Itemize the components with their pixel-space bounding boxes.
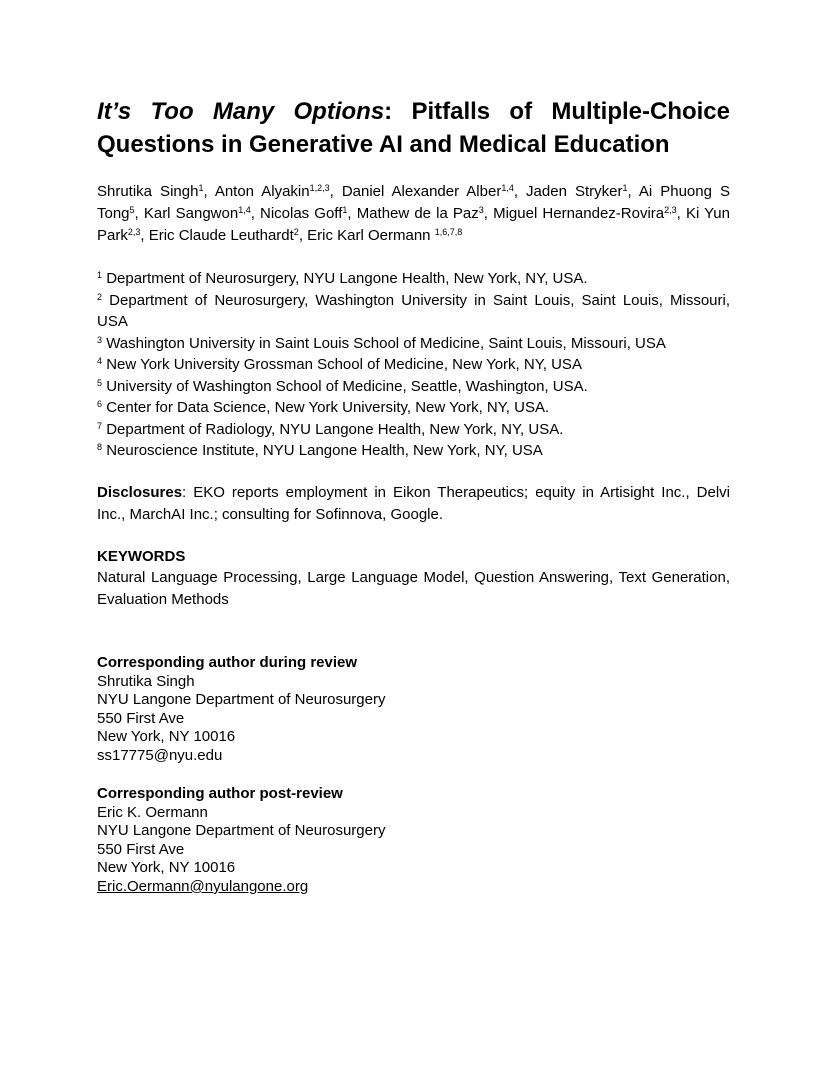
affiliation-list (97, 268, 730, 462)
disclosures-label: Disclosures (97, 484, 183, 501)
author-list: Shrutika Singh$^1$, Anton Alyakin$^{1,2,3}$, Daniel Alexander Alber$^{1,4}$, Jaden Stryker$^1$, Ai Phuong S Tong$^5$, Karl Sangwon$^{1,4}$, Nicolas Goff$^1$, Mathew de la Paz$^3$, Miguel Hernandez-Rovira$^{2,3}$, Ki Yun Park$^{2,3}$, Eric Claude Leuthardt$^2$, Eric Karl Oermann $^{1,6,7,8}$ (97, 183, 730, 244)
affiliation-text: Department of Neurosurgery, NYU Langone Health, New York, NY, USA. (106, 270, 588, 287)
author-affiliation-marker: 1,4 (238, 205, 251, 215)
paper-title (97, 95, 730, 161)
contact-city: New York, NY 10016 (97, 728, 236, 746)
author-affiliation-marker: 2,3 (127, 227, 141, 237)
disclosures-text: : EKO reports employment in Eikon Therapeutics; equity in Artisight Inc., Delvi Inc., MarchAI Inc.; consulting for Sofinnova, Google. (97, 484, 730, 523)
contact-heading: Corresponding author post-review (97, 785, 343, 802)
affiliation-item (97, 419, 730, 441)
affiliation-item (97, 397, 730, 419)
affiliation-number: 3 (97, 334, 103, 345)
author-affiliation-marker: 1,4 (501, 183, 514, 193)
author-affiliation-marker: 1 (198, 183, 204, 193)
affiliation-item (97, 333, 730, 355)
affiliation-number: 6 (97, 399, 103, 409)
affiliation-item (97, 268, 730, 290)
affiliation-number: 5 (97, 377, 103, 388)
affiliation-number: 1 (97, 270, 103, 280)
author-name: Shrutika Singh (97, 183, 199, 200)
author-name: Eric Claude Leuthardt (148, 227, 294, 244)
author-name: Mathew de la Paz (356, 205, 479, 222)
author-name: Ki Yun Park (97, 205, 730, 244)
affiliation-text: Neuroscience Institute, NYU Langone Health, New York, NY, USA (106, 442, 543, 459)
affiliation-item (97, 440, 730, 462)
disclosures (97, 482, 730, 525)
contact-street: 550 First Ave (97, 840, 185, 858)
affiliation-text: University of Washington School of Medicine, Seattle, Washington, USA. (106, 377, 588, 395)
corresponding-author-post-review (97, 785, 386, 897)
contact-department: NYU Langone Department of Neurosurgery (97, 691, 386, 709)
contact-email: ss17775@nyu.edu (97, 746, 223, 764)
corresponding-author-review (97, 654, 386, 766)
author-name: Daniel Alexander Alber (341, 183, 502, 200)
affiliation-number: 4 (97, 356, 103, 366)
author-name: Miguel Hernandez-Rovira (493, 205, 665, 222)
affiliation-item (97, 290, 730, 333)
contact-name: Eric K. Oermann (97, 803, 208, 821)
contact-department: NYU Langone Department of Neurosurgery (97, 822, 386, 840)
author-name: Nicolas Goff (260, 205, 343, 222)
author-affiliation-marker: 2,3 (664, 205, 677, 215)
contact-heading: Corresponding author during review (97, 654, 358, 671)
author-affiliation-marker: 5 (129, 205, 135, 215)
contact-name: Shrutika Singh (97, 672, 195, 690)
contact-city: New York, NY 10016 (97, 859, 236, 877)
affiliation-text: Washington University in Saint Louis School of Medicine, Saint Louis, Missouri, USA (106, 334, 666, 352)
contact-street: 550 First Ave (97, 709, 185, 727)
author-name: Karl Sangwon (143, 205, 239, 222)
author-affiliation-marker: 3 (478, 205, 484, 215)
author-affiliation-marker: 1,2,3 (309, 183, 330, 193)
affiliation-number: 8 (97, 442, 103, 452)
affiliation-text: New York University Grossman School of Medicine, New York, NY, USA (106, 356, 582, 373)
author-name: Anton Alyakin (214, 183, 310, 200)
author-name: Jaden Stryker (526, 183, 623, 200)
contact-email-link[interactable]: Eric.Oermann@nyulangone.org (97, 877, 309, 895)
author-name: Ai Phuong S Tong (97, 183, 730, 222)
affiliation-text: Department of Neurosurgery, Washington University in Saint Louis, Saint Louis, Missouri, USA (97, 291, 731, 330)
affiliation-text: Department of Radiology, NYU Langone Health, New York, NY, USA. (106, 420, 564, 438)
affiliation-item (97, 376, 730, 398)
author-affiliation-marker: 1 (342, 205, 348, 215)
affiliation-item (97, 354, 730, 376)
keywords-heading: KEYWORDS (97, 548, 186, 565)
author-affiliation-marker: 2 (293, 227, 299, 237)
affiliation-text: Center for Data Science, New York University, New York, NY, USA. (106, 399, 550, 416)
affiliation-number: 7 (97, 420, 103, 431)
title-rest: : Pitfalls of Multiple-Choice Questions in Generative AI and Medical Education (97, 98, 730, 158)
keywords-text: Natural Language Processing, Large Language Model, Question Answering, Text Generation, Evaluation Methods (97, 569, 730, 608)
author-name: Eric Karl Oermann (307, 227, 431, 244)
title-italic-part: It’s Too Many Options (97, 98, 385, 125)
author-affiliation-marker: 1,6,7,8 (434, 227, 463, 237)
author-affiliation-marker: 1 (622, 183, 628, 193)
affiliation-number: 2 (97, 291, 103, 302)
